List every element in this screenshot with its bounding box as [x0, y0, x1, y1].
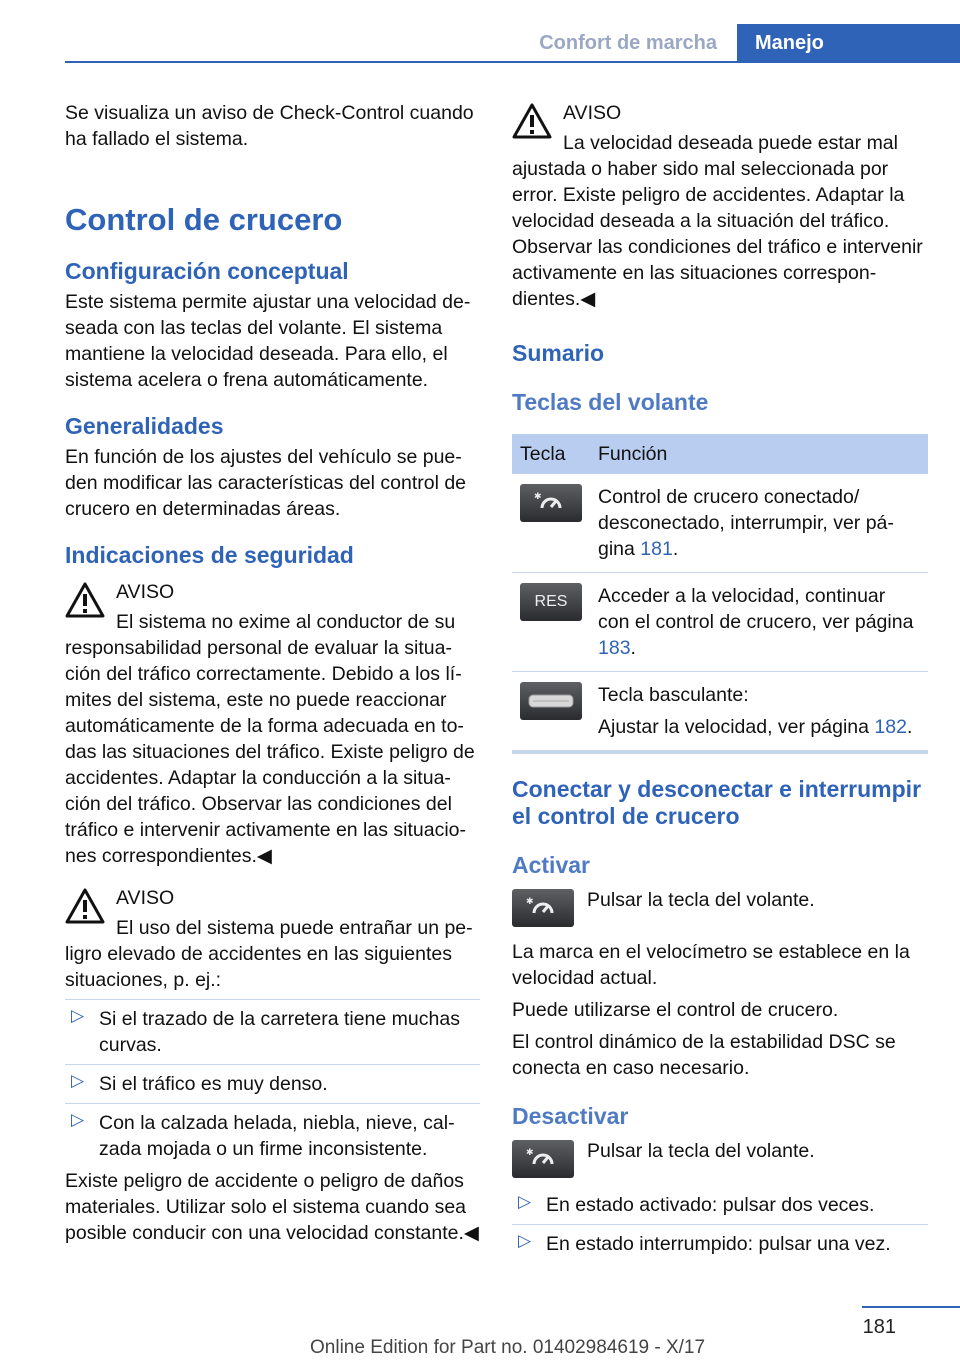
concept-heading: Configuración conceptual [65, 258, 349, 284]
header-rule [65, 61, 960, 63]
left-column [65, 100, 480, 1246]
activate-instruction [512, 887, 928, 927]
deactivate-instruction [512, 1138, 928, 1178]
summary-heading: Sumario [512, 340, 605, 366]
deactivate-text: Pulsar la tecla del volante. [587, 1140, 815, 1162]
page-title: Control de crucero [65, 202, 343, 237]
warning-triangle-icon [512, 102, 552, 140]
chapter-tab-label: Manejo [755, 31, 824, 54]
triangle-bullet-icon: ▷ [71, 1110, 85, 1129]
warning-block-3 [512, 100, 928, 312]
table-row [512, 672, 928, 753]
general-paragraph: En función de los ajustes del vehículo se pueden modificar las características del control de crucero en determinadas áreas. [65, 446, 467, 520]
list-item [65, 1006, 480, 1058]
warning-triangle-icon [65, 581, 105, 619]
page-link[interactable]: 182 [874, 716, 907, 738]
warning-text: El sistema no exime al conductor de su responsabilidad personal de evaluar la situación del tráfico correctamente. Debido a los límites del sistema, este no puede reaccionar automáticamente de la forma adecuada en todas las situaciones del tráfico. Existe peligro de accidentes. Adaptar la conducción a la situación del tráfico. Observar las condiciones del tráfico e intervenir activamente en las situaciones correspondientes.◀ [65, 611, 475, 867]
cruise-control-key-icon [520, 484, 582, 522]
edition-text: Online Edition for Part no. 01402984619 - X/17 [310, 1337, 706, 1358]
warning-label: AVISO [563, 102, 622, 124]
table-cell-function: Control de crucero conectado/ desconectado, interrumpir, ver página 181. [590, 474, 928, 573]
activate-heading: Activar [512, 852, 590, 878]
page-link[interactable]: 181 [640, 538, 673, 560]
section-tab[interactable] [521, 24, 735, 62]
list-item [512, 1231, 928, 1257]
triangle-bullet-icon: ▷ [71, 1006, 85, 1025]
warning-text: La velocidad deseada puede estar mal ajustada o haber sido mal seleccionada por error. Existe peligro de accidentes. Adaptar la velocidad deseada a la situación del tráfico. Observar las condiciones del tráfico e intervenir activamente en las situaciones correspondientes.◀ [512, 132, 923, 310]
list-item [512, 1192, 928, 1218]
table-cell-function: Acceder a la velocidad, continuar con el control de crucero, ver página 183. [590, 573, 928, 672]
safety-heading: Indicaciones de seguridad [65, 542, 354, 568]
onoff-heading: Conectar y desconectar e interrumpir el control de crucero [512, 776, 922, 829]
list-item-text: En estado interrumpido: pulsar una vez. [546, 1233, 891, 1255]
cruise-control-key-icon [512, 889, 574, 927]
res-key-icon: RES [520, 583, 582, 621]
activate-text: Pulsar la tecla del volante. [587, 889, 815, 911]
list-item-text: Si el trazado de la carretera tiene muchas curvas. [99, 1008, 460, 1056]
deactivate-heading: Desactivar [512, 1103, 629, 1129]
right-column [512, 100, 928, 1257]
warning-triangle-icon [65, 887, 105, 925]
list-item-text: Con la calzada helada, niebla, nieve, calzada mojada o un firme inconsistente. [99, 1112, 455, 1160]
triangle-bullet-icon: ▷ [518, 1231, 532, 1250]
list-item-text: Si el tráfico es muy denso. [99, 1073, 328, 1095]
svg-text:✱: ✱ [534, 491, 542, 501]
svg-text:✱: ✱ [526, 896, 534, 906]
warning-text: El uso del sistema puede entrañar un peligro elevado de accidentes en las siguientes situaciones, p. ej.: [65, 917, 473, 991]
general-heading: Generalidades [65, 413, 224, 439]
activate-paragraph-1: La marca en el velocímetro se establece en la velocidad actual. [512, 941, 910, 989]
triangle-bullet-icon: ▷ [518, 1192, 532, 1211]
table-row [512, 474, 928, 573]
keys-table [512, 434, 928, 754]
activate-paragraph-3: El control dinámico de la estabilidad DSC se conecta en caso necesario. [512, 1031, 896, 1079]
page-number: 181 [862, 1316, 896, 1338]
table-header-function: Función [590, 434, 928, 474]
footer-rule [862, 1306, 960, 1308]
list-item [65, 1071, 480, 1097]
svg-text:✱: ✱ [526, 1147, 534, 1157]
warning-label: AVISO [116, 581, 175, 603]
warning-label: AVISO [116, 887, 175, 909]
table-row [512, 573, 928, 672]
warning-end-paragraph: Existe peligro de accidente o peligro de daños materiales. Utilizar solo el sistema cuando sea posible conducir con una velocidad constante.◀ [65, 1170, 479, 1244]
page-link[interactable]: 183 [598, 637, 631, 659]
list-item-text: En estado activado: pulsar dos veces. [546, 1194, 875, 1216]
keys-heading: Teclas del volante [512, 389, 709, 415]
concept-paragraph: Este sistema permite ajustar una velocidad deseada con las teclas del volante. El sistema mantiene la velocidad deseada. Para ello, el sistema acelera o frena automáticamente. [65, 291, 471, 391]
list-item [65, 1110, 480, 1162]
cruise-control-key-icon [512, 1140, 574, 1178]
warning-block-1 [65, 579, 480, 869]
table-header-key: Tecla [512, 434, 590, 474]
triangle-bullet-icon: ▷ [71, 1071, 85, 1090]
activate-paragraph-2: Puede utilizarse el control de crucero. [512, 999, 839, 1021]
chapter-tab[interactable] [737, 24, 960, 62]
section-tab-label: Confort de marcha [539, 31, 717, 54]
intro-paragraph: Se visualiza un aviso de Check-Control cuando ha fallado el sistema. [65, 102, 474, 150]
rocker-key-icon [520, 682, 582, 720]
table-cell-function: Tecla basculante: Ajustar la velocidad, ver página 182. [590, 672, 928, 753]
warning-block-2 [65, 885, 480, 993]
